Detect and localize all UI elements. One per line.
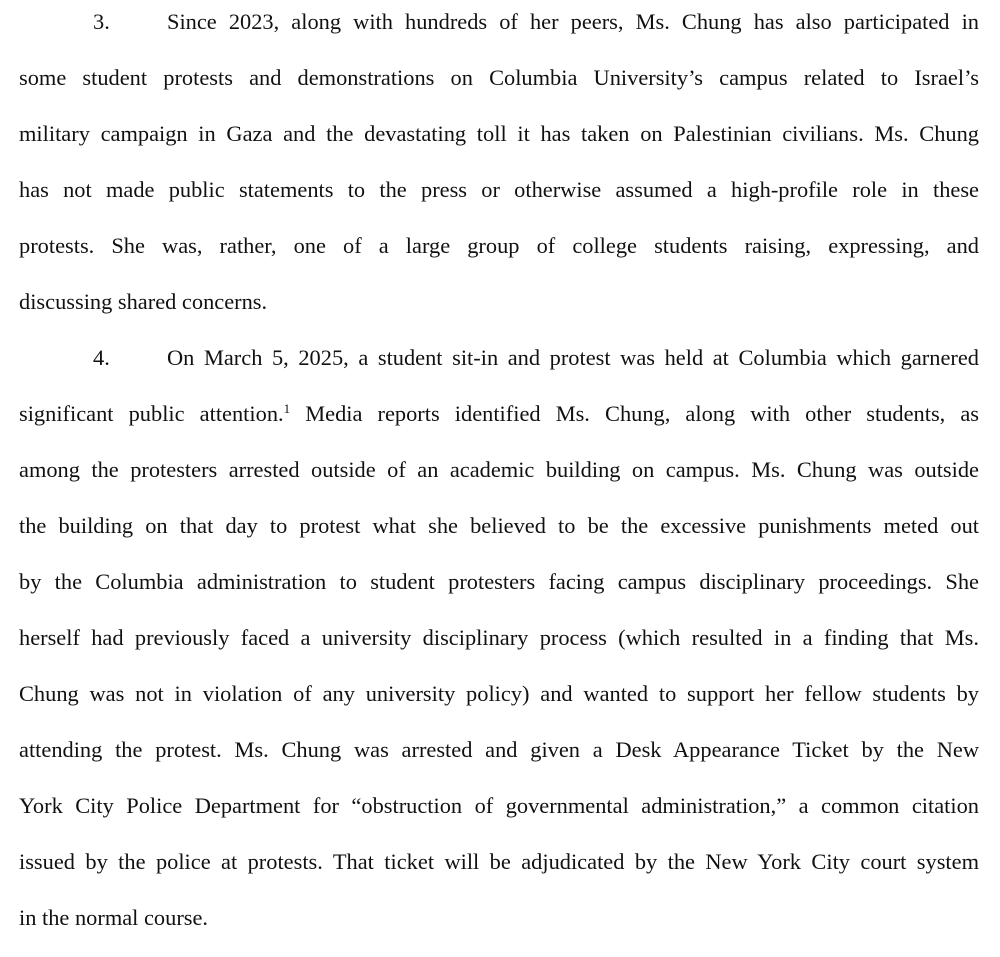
paragraph-line: protests. She was, rather, one of a large group of college students raising, expressing, and xyxy=(19,233,979,258)
paragraph-line: herself had previously faced a university disciplinary process (which resulted in a finding that Ms. xyxy=(19,625,979,650)
paragraph-line: Chung was not in violation of any university policy) and wanted to support her fellow students by xyxy=(19,681,979,706)
paragraph-line-text: Media reports identified Ms. Chung, along with other students, as xyxy=(290,401,979,426)
paragraph-number: 3. xyxy=(93,9,110,34)
paragraph-line-with-footnote xyxy=(19,399,979,429)
paragraph-line: the building on that day to protest what she believed to be the excessive punishments meted out xyxy=(19,513,979,538)
paragraph-line: in the normal course. xyxy=(19,905,209,930)
paragraph-line: discussing shared concerns. xyxy=(19,289,268,314)
paragraph-number: 4. xyxy=(93,345,110,370)
paragraph-line: On March 5, 2025, a student sit-in and protest was held at Columbia which garnered xyxy=(167,345,979,370)
paragraph-line: issued by the police at protests. That ticket will be adjudicated by the New York City court system xyxy=(19,849,979,874)
paragraph-line: attending the protest. Ms. Chung was arrested and given a Desk Appearance Ticket by the New xyxy=(19,737,979,762)
paragraph-line: Since 2023, along with hundreds of her peers, Ms. Chung has also participated in xyxy=(167,9,979,34)
paragraph-line: by the Columbia administration to student protesters facing campus disciplinary proceedings. She xyxy=(19,569,979,594)
paragraph-line: among the protesters arrested outside of an academic building on campus. Ms. Chung was outside xyxy=(19,457,979,482)
footnote-marker[interactable]: 1 xyxy=(283,401,291,416)
paragraph-line: military campaign in Gaza and the devastating toll it has taken on Palestinian civilians. Ms. Chung xyxy=(19,121,979,146)
paragraph-line-text: significant public attention. xyxy=(19,401,284,426)
paragraph-line: has not made public statements to the press or otherwise assumed a high-profile role in these xyxy=(19,177,979,202)
paragraph-line: some student protests and demonstrations on Columbia University’s campus related to Israel’s xyxy=(19,65,979,90)
paragraph-line: York City Police Department for “obstruction of governmental administration,” a common citation xyxy=(19,793,979,818)
